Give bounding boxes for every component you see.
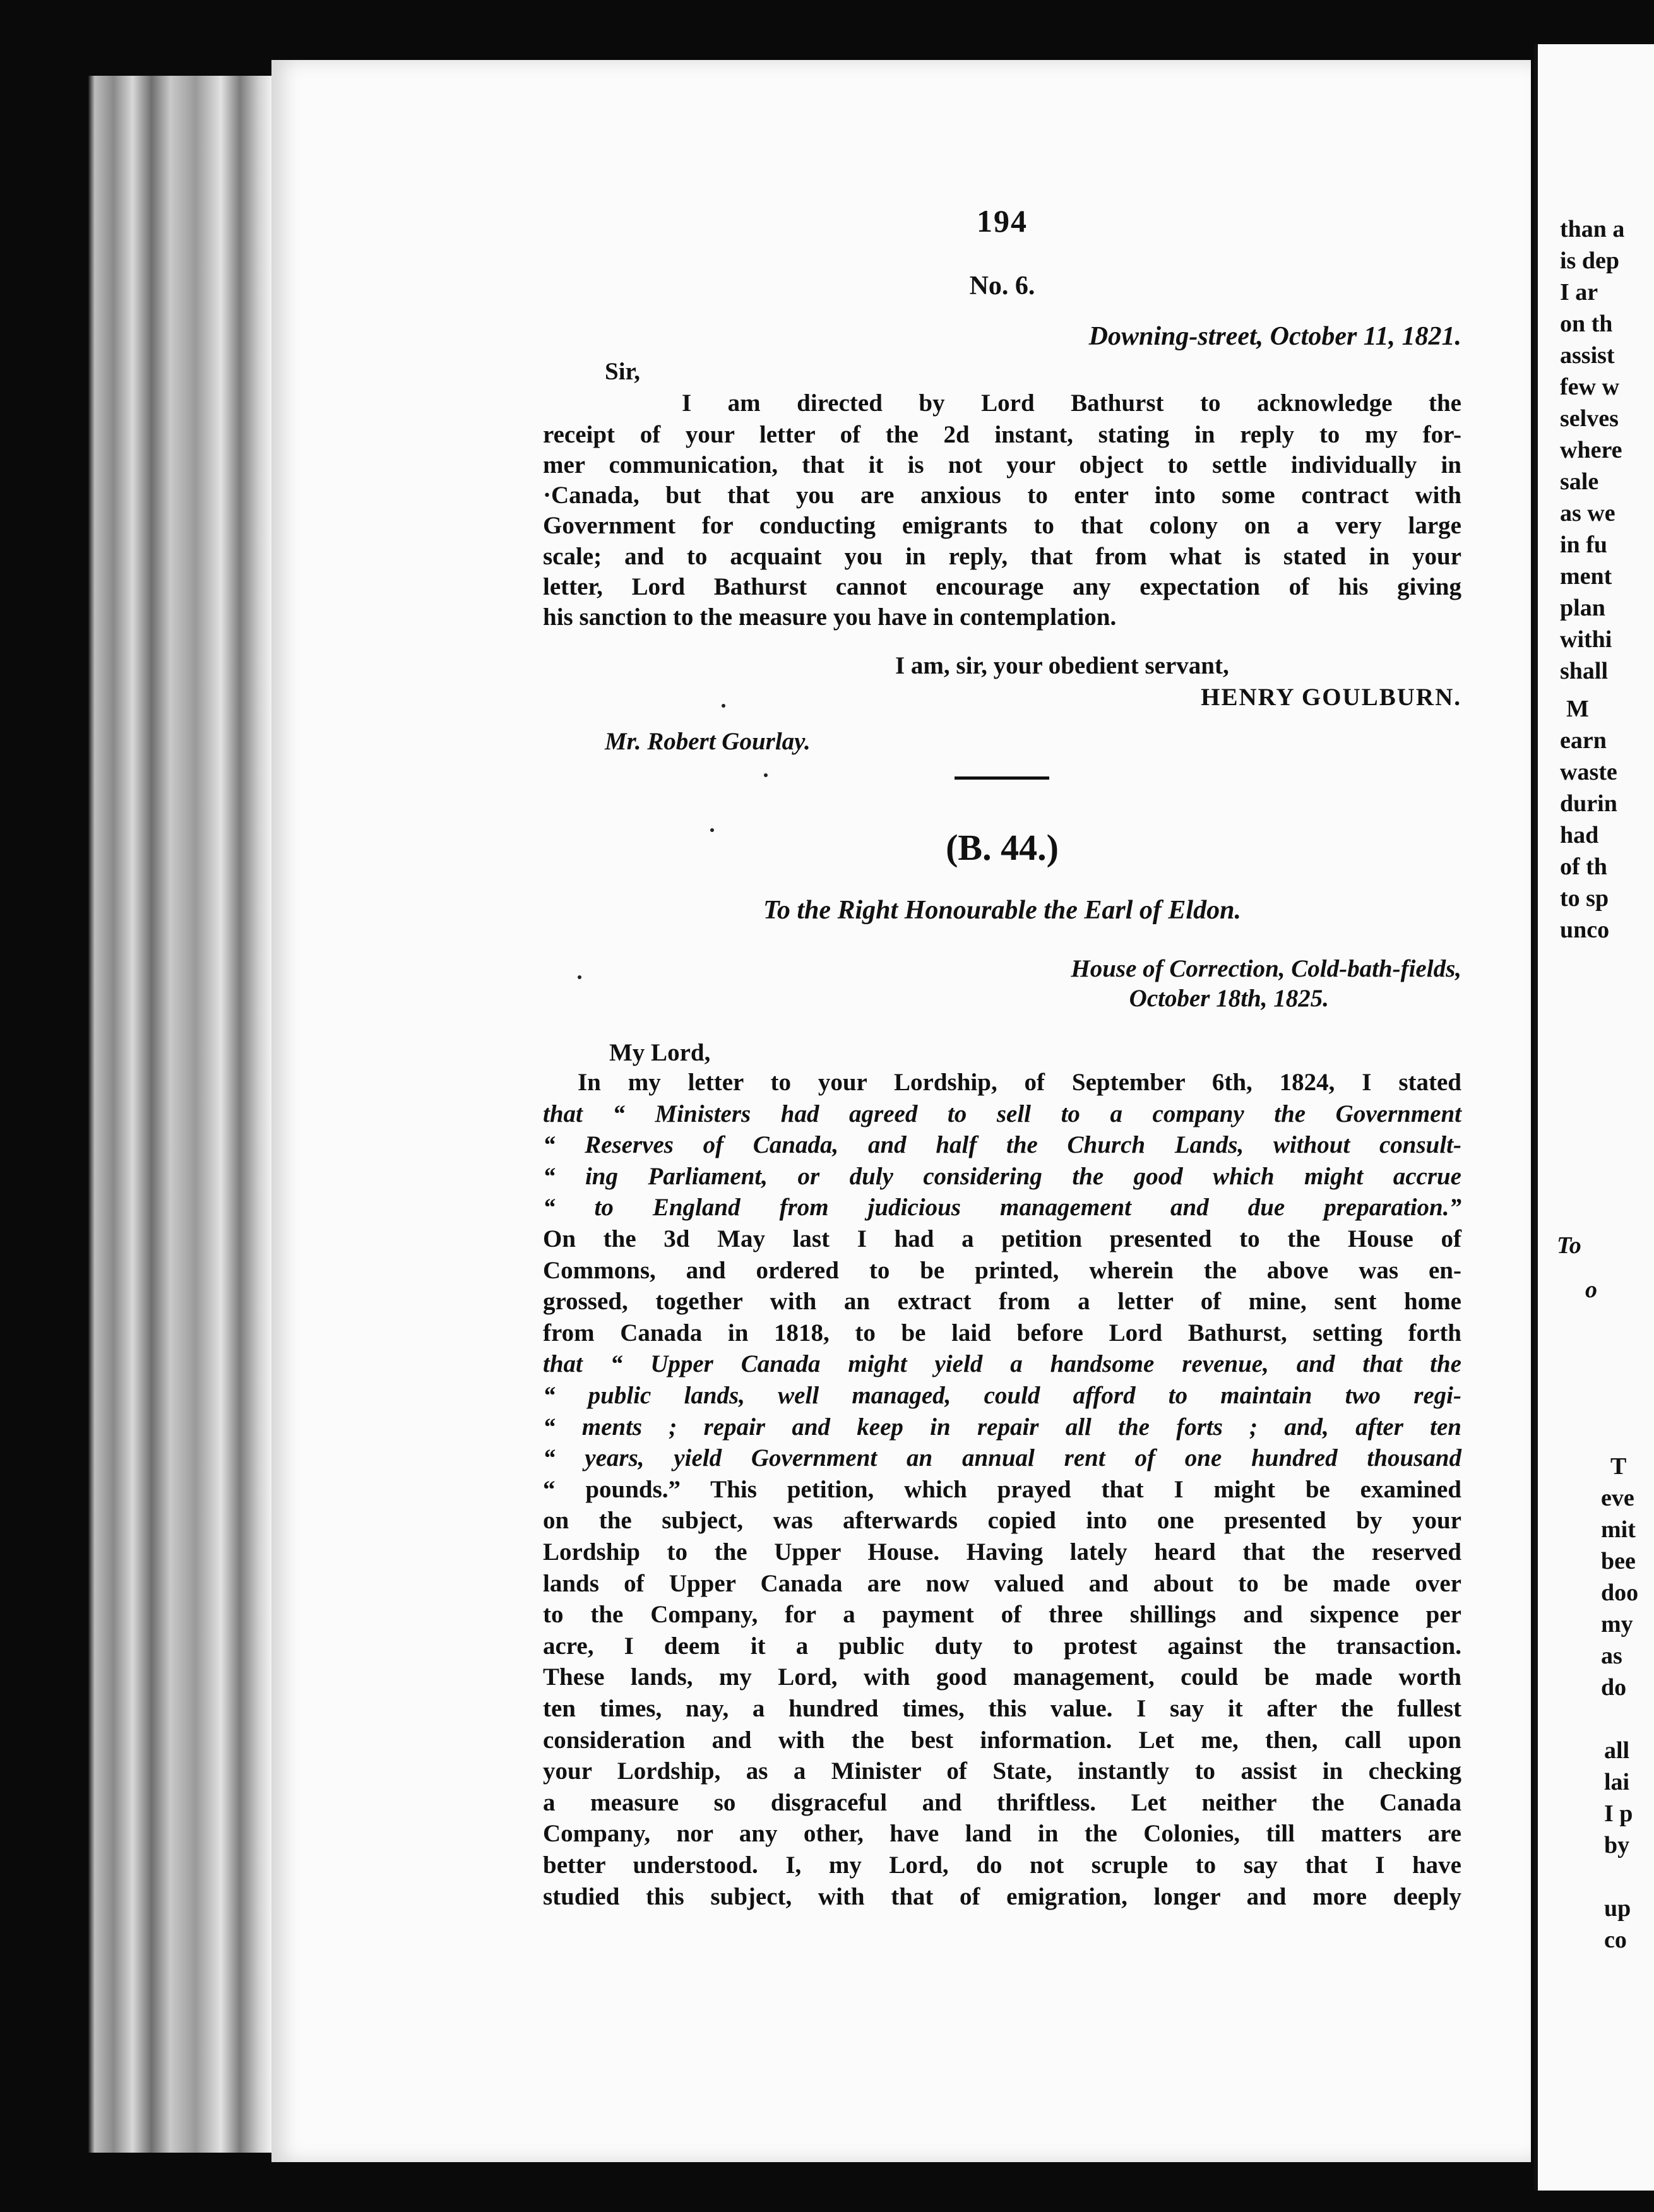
letter-body-line: I am directed by Lord Bathurst to acknowledge the xyxy=(682,389,1461,417)
facing-page-fragment: in fu xyxy=(1560,532,1607,558)
facing-page-fragment: waste xyxy=(1560,759,1617,785)
facing-page-fragment: unco xyxy=(1560,917,1610,943)
letter-body-line: scale; and to acquaint you in reply, that from what is stated in your xyxy=(543,543,1461,570)
facing-page-fragment: selves xyxy=(1560,405,1619,432)
letter-body-line: studied this subject, with that of emigration, longer and more deeply xyxy=(543,1883,1461,1910)
facing-page-fragment: do xyxy=(1601,1674,1627,1701)
facing-page-fragment: sale xyxy=(1560,468,1599,495)
letter-date: October 18th, 1825. xyxy=(1129,985,1329,1012)
letter-body-line: that “ Upper Canada might yield a handsome revenue, and that the xyxy=(543,1350,1461,1377)
letter-body-line: that “ Ministers had agreed to sell to a company the Government xyxy=(543,1100,1461,1127)
facing-page-fragment: as we xyxy=(1560,500,1615,526)
letter-salutation-2: My Lord, xyxy=(609,1039,711,1066)
facing-page-fragment: withi xyxy=(1560,626,1612,653)
facing-page-fragment: I p xyxy=(1604,1800,1633,1827)
facing-page-fragment: is dep xyxy=(1560,247,1619,274)
speck xyxy=(722,704,725,708)
facing-page-fragment: durin xyxy=(1560,790,1617,817)
page-number: 194 xyxy=(977,203,1028,239)
speck xyxy=(710,828,714,832)
facing-page-fragment: doo xyxy=(1601,1579,1639,1606)
facing-page-fragment: eve xyxy=(1601,1485,1634,1511)
letter-body-line: In my letter to your Lordship, of September 6th, 1824, I stated xyxy=(578,1069,1461,1096)
facing-page-fragment: assist xyxy=(1560,342,1615,369)
letter-body-line: “ public lands, well managed, could afford to maintain two regi- xyxy=(543,1382,1461,1409)
letter-place: House of Correction, Cold-bath-fields, xyxy=(1071,955,1461,982)
facing-page-fragment: ment xyxy=(1560,563,1612,590)
section-heading: (B. 44.) xyxy=(946,827,1059,868)
facing-page-fragment: as xyxy=(1601,1643,1622,1669)
letter-dateline: Downing-street, October 11, 1821. xyxy=(1088,322,1461,351)
letter-closing: I am, sir, your obedient servant, xyxy=(895,652,1229,679)
letter-body-line: ten times, nay, a hundred times, this value. I say it after the fullest xyxy=(543,1695,1461,1722)
facing-page-fragment: To xyxy=(1557,1232,1581,1259)
letter-body-line: to the Company, for a payment of three shillings and sixpence per xyxy=(543,1601,1461,1628)
facing-page-fragment: of th xyxy=(1560,853,1607,880)
letter-body-line: from Canada in 1818, to be laid before Lord Bathurst, setting forth xyxy=(543,1319,1461,1347)
letter-body-line: a measure so disgraceful and thriftless. Let neither the Canada xyxy=(543,1789,1461,1816)
letter-body-line: “ pounds.” This petition, which prayed that I might be examined xyxy=(543,1476,1461,1503)
facing-page-fragment: bee xyxy=(1601,1548,1636,1574)
letter-body-line: ·Canada, but that you are anxious to enter into some contract with xyxy=(543,482,1461,509)
letter-body-line: Company, nor any other, have land in the Colonies, till matters are xyxy=(543,1820,1461,1847)
letter-body-line: mer communication, that it is not your object to settle individually in xyxy=(543,451,1461,479)
facing-page-fragment: to sp xyxy=(1560,885,1609,912)
speck xyxy=(578,975,581,979)
facing-page-fragment: all xyxy=(1604,1737,1630,1764)
facing-page-fragment: mit xyxy=(1601,1516,1636,1543)
letter-signature: HENRY GOULBURN. xyxy=(1201,684,1461,711)
letter-body-line: “ Reserves of Canada, and half the Church Lands, without consult- xyxy=(543,1131,1461,1158)
facing-page-fragment: my xyxy=(1601,1611,1633,1638)
facing-page-fragment: co xyxy=(1604,1927,1627,1953)
letter-salutation: Sir, xyxy=(605,358,641,385)
letter-addressee: Mr. Robert Gourlay. xyxy=(605,728,811,755)
letter-body-line: “ ments ; repair and keep in repair all the forts ; and, after ten xyxy=(543,1413,1461,1441)
letter-body-line: acre, I deem it a public duty to protest against the transaction. xyxy=(543,1632,1461,1660)
facing-page-fragment: few w xyxy=(1560,374,1619,400)
book-page-edges xyxy=(88,76,271,2153)
section-divider xyxy=(955,776,1049,780)
facing-page-fragment: up xyxy=(1604,1895,1631,1922)
letter-body-line: Commons, and ordered to be printed, wherein the above was en- xyxy=(543,1257,1461,1284)
letter-body-line: Government for conducting emigrants to that colony on a very large xyxy=(543,512,1461,539)
letter-body-line: consideration and with the best information. Let me, then, call upon xyxy=(543,1727,1461,1754)
letter-body-line: On the 3d May last I had a petition presented to the House of xyxy=(543,1225,1461,1252)
letter-body-line: “ ing Parliament, or duly considering the good which might accrue xyxy=(543,1163,1461,1190)
facing-page xyxy=(1534,44,1654,2191)
letter-body-line: These lands, my Lord, with good management, could be made worth xyxy=(543,1663,1461,1691)
facing-page-fragment: o xyxy=(1585,1276,1597,1303)
facing-page-fragment: T xyxy=(1610,1453,1627,1480)
facing-page-fragment: shall xyxy=(1560,658,1609,684)
facing-page-fragment: by xyxy=(1604,1832,1630,1858)
letter-body-line: “ to England from judicious management and due preparation.” xyxy=(543,1194,1461,1221)
letter-heading: No. 6. xyxy=(969,271,1035,300)
facing-page-fragment: I ar xyxy=(1560,279,1598,306)
letter-body-line: grossed, together with an extract from a letter of mine, sent home xyxy=(543,1288,1461,1315)
speck xyxy=(764,773,768,777)
letter-body-line: Lordship to the Upper House. Having lately heard that the reserved xyxy=(543,1538,1461,1566)
letter-body-line: “ years, yield Government an annual rent of one hundred thousand xyxy=(543,1444,1461,1472)
facing-page-fragment: M xyxy=(1566,696,1589,722)
letter-body-line: on the subject, was afterwards copied into one presented by your xyxy=(543,1507,1461,1534)
section-title: To the Right Honourable the Earl of Eldon. xyxy=(763,896,1241,925)
letter-body-line: his sanction to the measure you have in contemplation. xyxy=(543,604,1117,631)
letter-body-line: letter, Lord Bathurst cannot encourage any expectation of his giving xyxy=(543,573,1461,600)
facing-page-fragment: plan xyxy=(1560,595,1605,621)
facing-page-fragment: lai xyxy=(1604,1769,1630,1795)
facing-page-fragment: where xyxy=(1560,437,1622,463)
facing-page-fragment: had xyxy=(1560,822,1599,848)
letter-body-line: lands of Upper Canada are now valued and about to be made over xyxy=(543,1570,1461,1597)
letter-body-line: receipt of your letter of the 2d instant, stating in reply to my for- xyxy=(543,421,1461,448)
facing-page-fragment: on th xyxy=(1560,311,1613,337)
letter-body-line: your Lordship, as a Minister of State, instantly to assist in checking xyxy=(543,1757,1461,1785)
facing-page-fragment: earn xyxy=(1560,727,1607,754)
letter-body-line: better understood. I, my Lord, do not scruple to say that I have xyxy=(543,1852,1461,1879)
facing-page-fragment: than a xyxy=(1560,216,1625,242)
